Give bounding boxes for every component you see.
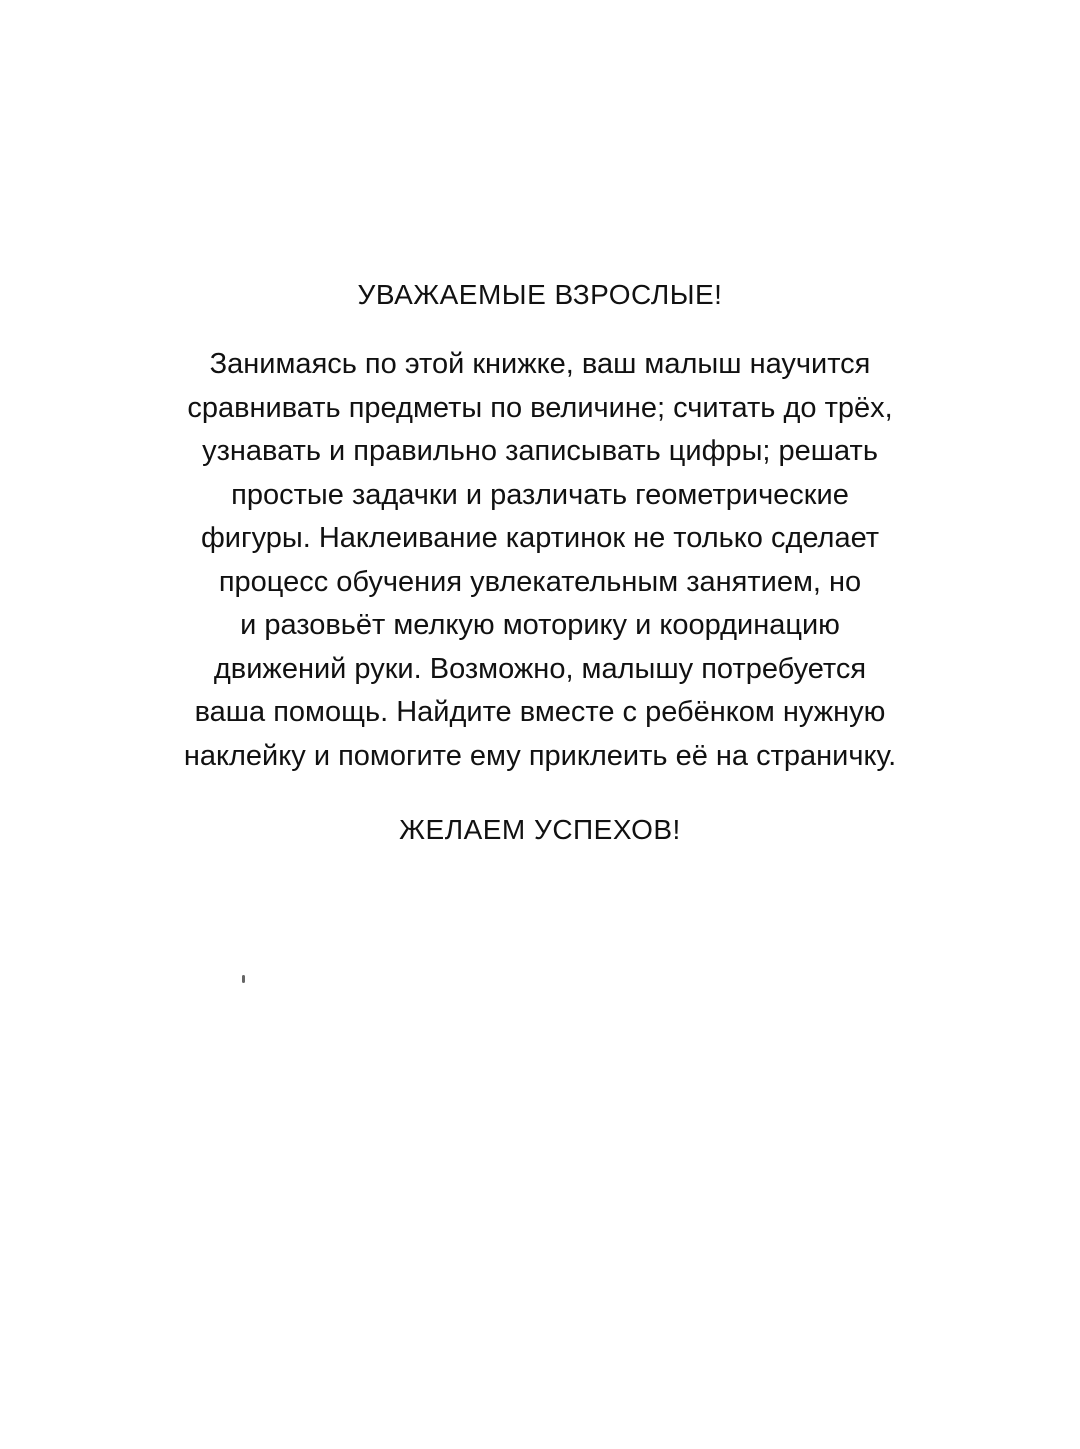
- greeting-heading: УВАЖАЕМЫЕ ВЗРОСЛЫЕ!: [357, 279, 723, 310]
- paragraph-line: фигуры. Наклеивание картинок не только сделает: [200, 522, 880, 554]
- paragraph-line: узнавать и правильно записывать цифры; решать: [202, 435, 878, 467]
- paper-speck: [242, 975, 245, 983]
- paragraph-line: и разовьёт мелкую моторику и координацию: [240, 609, 840, 641]
- paragraph-line: сравнивать предметы по величине; считать до трёх,: [187, 391, 893, 424]
- paragraph-line: наклейку и помогите ему приклеить её на страничку.: [183, 739, 897, 772]
- paragraph-line: процесс обучения увлекательным занятием, но: [218, 565, 862, 598]
- paragraph-line: простые задачки и различать геометрические: [231, 478, 849, 511]
- intro-paragraph: [0, 343, 1080, 778]
- paragraph-line: Занимаясь по этой книжке, ваш малыш научится: [209, 348, 871, 380]
- paragraph-line: движений руки. Возможно, малышу потребуется: [213, 652, 867, 685]
- closing-heading: ЖЕЛАЕМ УСПЕХОВ!: [399, 814, 681, 845]
- paragraph-line: ваша помощь. Найдите вместе с ребёнком нужную: [194, 696, 886, 728]
